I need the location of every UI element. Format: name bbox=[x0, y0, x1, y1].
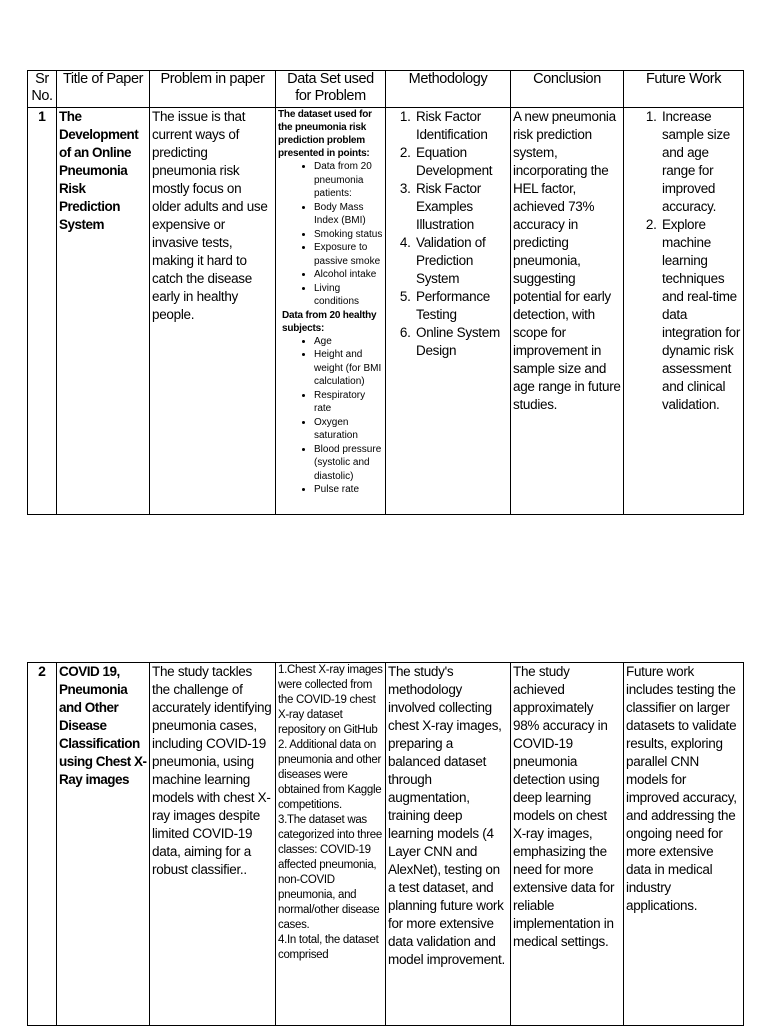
list-item: • Data from 20 pneumonia patients: bbox=[314, 160, 383, 201]
dataset-text: 1.Chest X-ray images were collected from the COVID-19 chest X-ray dataset repository on GitHub 2. Additional data on pneumonia and other diseases were obtained from Kaggle competitions. 3.The dataset was categorized into three classes: COVID-19 affected pneumonia, non-COVID pneumonia, and normal/other disease cases. 4.In total, the dataset comprised bbox=[276, 663, 386, 1026]
header-methodology: Methodology bbox=[386, 71, 511, 108]
sr-number: 2 bbox=[28, 663, 57, 1026]
dataset-cell bbox=[276, 108, 386, 515]
list-item: 2. Explore machine learning techniques and real-time data integration for dynamic risk assessment and clinical validation. bbox=[660, 216, 741, 414]
list-item: 2. Equation Development bbox=[414, 144, 508, 180]
dataset-list-healthy bbox=[278, 335, 383, 497]
list-item: • Alcohol intake bbox=[314, 268, 383, 282]
list-item: • Blood pressure (systolic and diastolic) bbox=[314, 443, 383, 484]
header-row bbox=[28, 71, 744, 108]
header-problem: Problem in paper bbox=[150, 71, 276, 108]
list-item: 4. Validation of Prediction System bbox=[414, 234, 508, 288]
list-item: • Exposure to passive smoke bbox=[314, 241, 383, 268]
list-item: • Pulse rate bbox=[314, 483, 383, 497]
problem-text: The study tackles the challenge of accurately identifying pneumonia cases, including COVID-19 pneumonia, using machine learning models with chest X-ray images despite limited COVID-19 data, aiming for a robust classifier.. bbox=[150, 663, 276, 1026]
paper-title: COVID 19, Pneumonia and Other Disease Classification using Chest X-Ray images bbox=[57, 663, 150, 1026]
header-future-work: Future Work bbox=[624, 71, 744, 108]
future-work-text: Future work includes testing the classifier on larger datasets to validate results, exploring parallel CNN models for improved accuracy, and addressing the ongoing need for more extensive data in medical industry applications. bbox=[624, 663, 744, 1026]
header-sr-no: Sr No. bbox=[28, 71, 57, 108]
future-work-list bbox=[626, 108, 741, 414]
paper-title: The Development of an Online Pneumonia Risk Prediction System bbox=[57, 108, 150, 515]
list-item: 1. Increase sample size and age range for improved accuracy. bbox=[660, 108, 741, 216]
methodology-cell bbox=[386, 108, 511, 515]
list-item: 3. Risk Factor Examples Illustration bbox=[414, 180, 508, 234]
list-item: • Respiratory rate bbox=[314, 389, 383, 416]
sr-number: 1 bbox=[28, 108, 57, 515]
future-work-cell bbox=[624, 108, 744, 515]
list-item: 5. Performance Testing bbox=[414, 288, 508, 324]
list-item: 1. Risk Factor Identification bbox=[414, 108, 508, 144]
list-item: • Body Mass Index (BMI) bbox=[314, 201, 383, 228]
list-item: • Height and weight (for BMI calculation) bbox=[314, 348, 383, 389]
list-item: • Living conditions bbox=[314, 282, 383, 309]
papers-table-1 bbox=[27, 70, 744, 515]
methodology-text: The study's methodology involved collecting chest X-ray images, preparing a balanced dataset through augmentation, training deep learning models (4 Layer CNN and AlexNet), testing on a test dataset, and planning future work for more extensive data validation and model improvement. bbox=[386, 663, 511, 1026]
list-item: • Smoking status bbox=[314, 228, 383, 242]
dataset-heading-healthy: Data from 20 healthy subjects: bbox=[282, 309, 377, 334]
list-item: 6. Online System Design bbox=[414, 324, 508, 360]
conclusion-text: A new pneumonia risk prediction system, incorporating the HEL factor, achieved 73% accuracy in predicting pneumonia, suggesting potential for early detection, with scope for improvement in sample size and age range in future studies. bbox=[511, 108, 624, 515]
header-title: Title of Paper bbox=[57, 71, 150, 108]
dataset-intro: The dataset used for the pneumonia risk prediction problem presented in points: bbox=[278, 109, 372, 159]
problem-text: The issue is that current ways of predicting pneumonia risk mostly focus on older adults and use expensive or invasive tests, making it hard to catch the disease early in healthy people. bbox=[150, 108, 276, 515]
header-conclusion: Conclusion bbox=[511, 71, 624, 108]
papers-table-2 bbox=[27, 662, 744, 1026]
dataset-list-patients bbox=[278, 160, 383, 309]
header-dataset: Data Set used for Problem bbox=[276, 71, 386, 108]
table-row bbox=[28, 108, 744, 515]
table-row bbox=[28, 663, 744, 1026]
list-item: • Age bbox=[314, 335, 383, 349]
methodology-list bbox=[388, 108, 508, 360]
conclusion-text: The study achieved approximately 98% accuracy in COVID-19 pneumonia detection using deep learning models on chest X-ray images, emphasizing the need for more extensive data for reliable implementation in medical settings. bbox=[511, 663, 624, 1026]
list-item: • Oxygen saturation bbox=[314, 416, 383, 443]
